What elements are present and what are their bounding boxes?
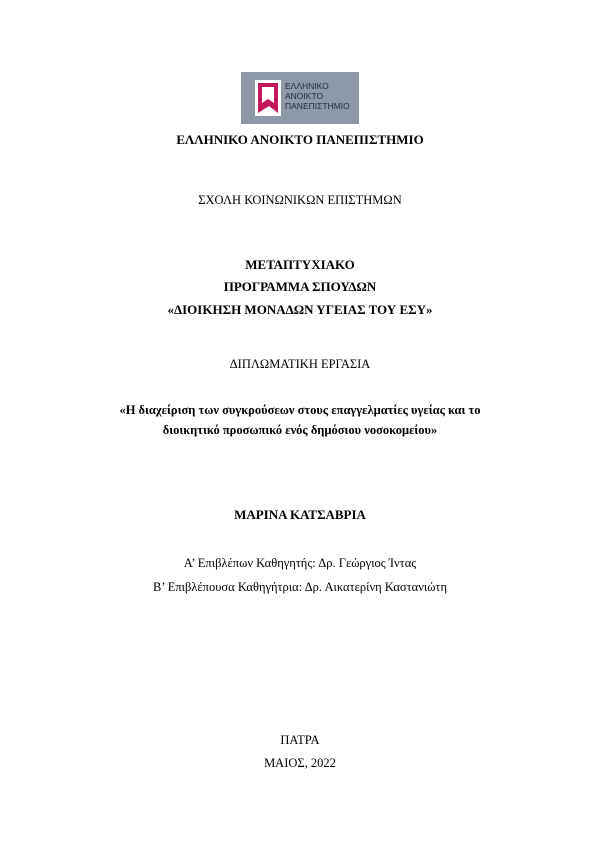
school-name: ΣΧΟΛΗ ΚΟΙΝΩΝΙΚΩΝ ΕΠΙΣΤΗΜΩΝ [198,193,402,207]
date: ΜΑΙΟΣ, 2022 [264,756,336,770]
supervisor-first: Α’ Επιβλέπων Καθηγητής: Δρ. Γεώργιος Ίντας [183,556,417,570]
thesis-title-line-2: διοικητικό προσωπικό ενός δημόσιου νοσοκομείου» [162,423,438,437]
university-logo [241,72,359,124]
author-name: ΜΑΡΙΝΑ ΚΑΤΣΑΒΡΙΑ [234,507,366,522]
program-line-2: ΠΡΟΓΡΑΜΜΑ ΣΠΟΥΔΩΝ [223,279,377,294]
program-line-1: ΜΕΤΑΠΤΥΧΙΑΚΟ [245,257,355,272]
supervisor-second: Β’ Επιβλέπουσα Καθηγήτρια: Δρ. Αικατερίνη Καστανιώτη [153,580,447,594]
program-line-3: «ΔΙΟΙΚΗΣΗ ΜΟΝΑΔΩΝ ΥΓΕΙΑΣ ΤΟΥ ΕΣΥ» [167,302,433,317]
logo-wordmark [285,81,350,111]
logo-line: ΕΛΛΗΝΙΚΟ [285,81,329,91]
place: ΠΑΤΡΑ [280,733,320,747]
logo-line: ΑΝΟΙΚΤΟ [285,91,324,101]
thesis-title-line-1: «Η διαχείριση των συγκρούσεων στους επαγγελματίες υγείας και το [119,403,481,417]
university-name: ΕΛΛΗΝΙΚΟ ΑΝΟΙΚΤΟ ΠΑΝΕΠΙΣΤΗΜΙΟ [176,132,424,147]
document-type: ΔΙΠΛΩΜΑΤΙΚΗ ΕΡΓΑΣΙΑ [229,357,371,371]
logo-line: ΠΑΝΕΠΙΣΤΗΜΙΟ [285,101,350,111]
